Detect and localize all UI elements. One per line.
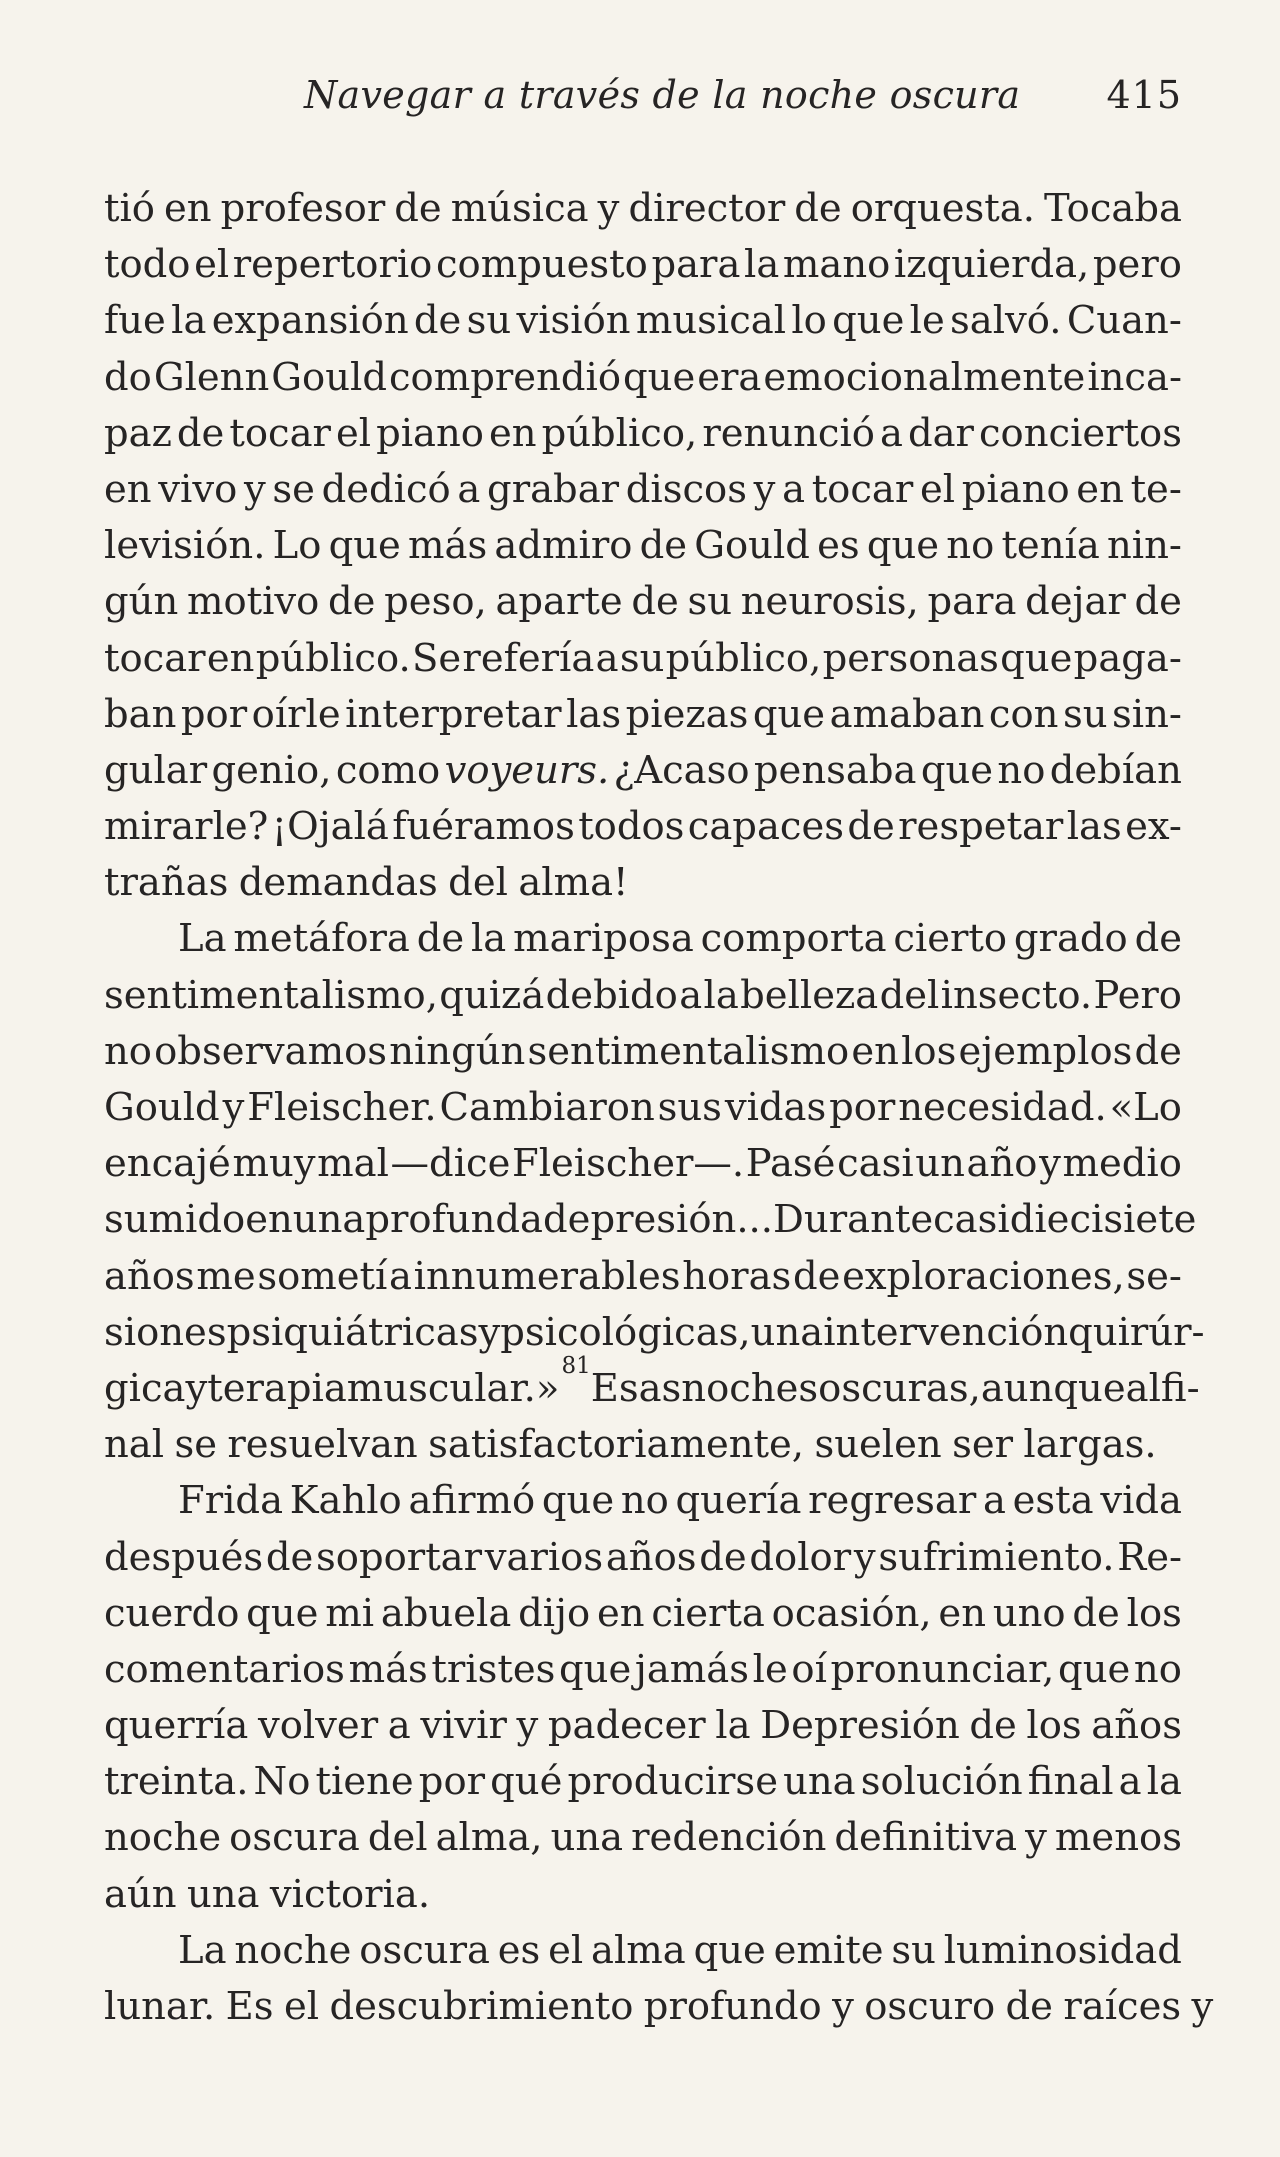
text-line: siones psiquiátricas y psicológicas, una intervención quirúr- — [104, 1309, 1205, 1355]
text-line: en vivo y se dedicó a grabar discos y a tocar el piano en te- — [104, 466, 1182, 512]
text-line: trañas demandas del alma! — [104, 860, 629, 906]
text-line: tocar en público. Se refería a su público, personas que paga- — [104, 635, 1182, 681]
text-line: La noche oscura es el alma que emite su luminosidad — [178, 1927, 1182, 1973]
text-line: querría volver a vivir y padecer la Depresión de los años — [104, 1703, 1182, 1749]
text-line: Frida Kahlo afirmó que no quería regresar a esta vida — [178, 1478, 1182, 1524]
text-line: Gould y Fleischer. Cambiaron sus vidas por necesidad. «Lo — [104, 1085, 1182, 1130]
text-line: años me sometí a innumerables horas de exploraciones, se- — [104, 1253, 1182, 1299]
text-line: tió en profesor de música y director de orquesta. Tocaba — [104, 186, 1182, 231]
text-line: treinta. No tiene por qué producirse una solución final a la — [104, 1759, 1182, 1805]
page-number: 415 — [1106, 73, 1182, 117]
text-line: no observamos ningún sentimentalismo en los ejemplos de — [104, 1028, 1182, 1074]
text-line: lunar. Es el descubrimiento profundo y oscuro de raíces y — [104, 1984, 1214, 2029]
text-line: gún motivo de peso, aparte de su neurosis, para dejar de — [104, 579, 1182, 625]
text-line: gica y terapia muscular.»$^{81}$ Esas noches oscuras, aunque al fi- — [104, 1353, 1200, 1411]
text-line: encajé muy mal —dice Fleischer—. Pasé casi un año y medio — [104, 1141, 1182, 1187]
text-line: gular genio, como voyeurs. ¿Acaso pensaba que no debían — [104, 747, 1182, 793]
text-line: paz de tocar el piano en público, renunció a dar conciertos — [104, 410, 1182, 456]
text-line: nal se resuelvan satisfactoriamente, suelen ser largas. — [104, 1422, 1157, 1468]
text-line: La metáfora de la mariposa comporta cierto grado de — [178, 916, 1182, 962]
text-line: fue la expansión de su visión musical lo que le salvó. Cuan- — [104, 298, 1182, 344]
footnote-reference: 81 — [561, 1353, 591, 1380]
text-line: noche oscura del alma, una redención definitiva y menos — [104, 1815, 1182, 1861]
text-line: levisión. Lo que más admiro de Gould es que no tenía nin- — [104, 523, 1182, 569]
text-line: aún una victoria. — [104, 1871, 431, 1917]
text-line: sumido en una profunda depresión... Durante casi diecisiete — [104, 1197, 1197, 1243]
text-line: mirarle? ¡Ojalá fuéramos todos capaces de respetar las ex- — [104, 804, 1182, 850]
body-text — [104, 181, 1214, 2035]
text-line: ban por oírle interpretar las piezas que amaban con su sin- — [104, 691, 1182, 737]
running-title: Navegar a través de la noche oscura — [304, 73, 1021, 117]
text-line: después de soportar varios años de dolor y sufrimiento. Re- — [104, 1534, 1182, 1580]
text-line: sentimentalismo, quizá debido a la belleza del insecto. Pero — [104, 972, 1182, 1018]
text-line: todo el repertorio compuesto para la mano izquierda, pero — [104, 242, 1182, 288]
text-line: cuerdo que mi abuela dijo en cierta ocasión, en uno de los — [104, 1590, 1182, 1636]
text-line: do Glenn Gould comprendió que era emocionalmente inca- — [104, 354, 1182, 400]
running-head — [104, 70, 1182, 120]
text-line: comentarios más tristes que jamás le oí pronunciar, que no — [104, 1646, 1182, 1692]
